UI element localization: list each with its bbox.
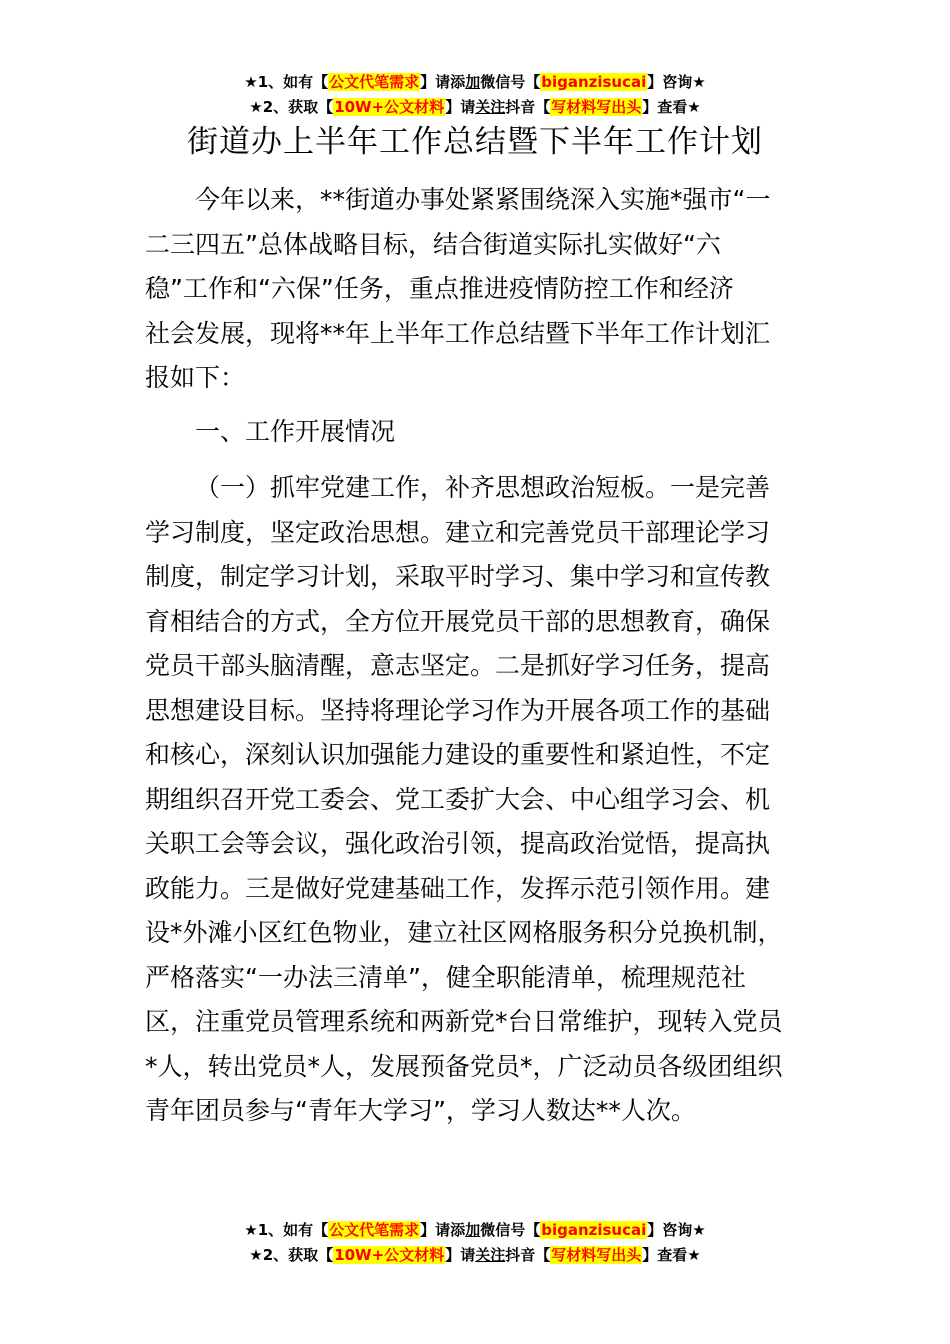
- paragraph-line: 设*外滩小区红色物业，建立社区网格服务积分兑换机制，: [145, 918, 783, 947]
- paragraph-line: （一）抓牢党建工作，补齐思想政治短板。一是完善: [195, 473, 771, 502]
- banner-text: 微信号【: [480, 1221, 541, 1239]
- banner-text: 】咨询★: [647, 73, 706, 91]
- footer-banner: [0, 1218, 950, 1268]
- paragraph-line: 思想建设目标。坚持将理论学习作为开展各项工作的基础: [145, 695, 771, 725]
- paragraph-line: 稳”工作和“六保”任务，重点推进疫情防控工作和经济: [145, 274, 734, 303]
- banner-text: ★2、获取【: [249, 98, 334, 116]
- banner-text: 抖音【: [505, 1246, 551, 1264]
- header-banner: [0, 70, 950, 120]
- paragraph-line: 学习制度，坚定政治思想。建立和完善党员干部理论学习: [145, 517, 771, 547]
- intro-paragraph: [145, 178, 815, 401]
- banner-highlight: 公文代笔需求: [329, 1221, 420, 1239]
- banner-text: ★1、如有【: [244, 1221, 329, 1239]
- banner-text: 关注: [475, 1246, 506, 1264]
- banner-highlight: 10W+公文材料: [334, 1246, 445, 1264]
- banner-text: 】查看★: [642, 1246, 701, 1264]
- paragraph-line: 二三四五”总体战略目标，结合街道实际扎实做好“六: [145, 229, 721, 259]
- banner-text: 】请: [445, 98, 476, 116]
- section-heading-text: 一、工作开展情况: [195, 417, 396, 446]
- section-heading: [145, 410, 815, 455]
- paragraph-line: 青年团员参与“青年大学习”，学习人数达**人次。: [145, 1096, 696, 1125]
- banner-douyin-name: 写材料写出头: [551, 98, 642, 116]
- paragraph-line: 关职工会等会议，强化政治引领，提高政治觉悟，提高执: [145, 829, 771, 858]
- banner-text: 抖音【: [505, 98, 551, 116]
- banner-text: 】请添: [420, 73, 466, 91]
- paragraph-line: 社会发展，现将**年上半年工作总结暨下半年工作计划汇: [145, 318, 771, 348]
- paragraph-line: 和核心，深刻认识加强能力建设的重要性和紧迫性，不定: [145, 740, 771, 769]
- paragraph-line: 报如下：: [145, 363, 246, 392]
- paragraph-line: 政能力。三是做好党建基础工作，发挥示范引领作用。建: [145, 873, 771, 903]
- banner-wechat-id: biganzisucai: [541, 1221, 647, 1239]
- paragraph-line: 期组织召开党工委会、党工委扩大会、中心组学习会、机: [145, 784, 771, 814]
- banner-text: 】查看★: [642, 98, 701, 116]
- banner-text: ★2、获取【: [249, 1246, 334, 1264]
- paragraph-line: 党员干部头脑清醒，意志坚定。二是抓好学习任务，提高: [145, 651, 771, 680]
- banner-line-2: [0, 1243, 950, 1268]
- document-title: 街道办上半年工作总结暨下半年工作计划: [187, 124, 763, 160]
- paragraph-line: 严格落实“一办法三清单”，健全职能清单，梳理规范社: [145, 962, 746, 992]
- section-paragraph: [145, 466, 815, 1134]
- banner-line-2: [0, 95, 950, 120]
- paragraph-line: 制度，制定学习计划，采取平时学习、集中学习和宣传教: [145, 562, 771, 591]
- paragraph-line: 今年以来，**街道办事处紧紧围绕深入实施*强市“一: [195, 185, 771, 214]
- paragraph-line: 育相结合的方式，全方位开展党员干部的思想教育，确保: [145, 606, 771, 636]
- banner-text: 微信号【: [480, 73, 541, 91]
- banner-douyin-name: 写材料写出头: [551, 1246, 642, 1264]
- banner-text: ★1、如有【: [244, 73, 329, 91]
- banner-highlight: 10W+公文材料: [334, 98, 445, 116]
- banner-text: 】请添: [420, 1221, 466, 1239]
- banner-text: 加: [465, 73, 481, 91]
- banner-highlight: 公文代笔需求: [329, 73, 420, 91]
- banner-line-1: [0, 1218, 950, 1243]
- banner-text: 】咨询★: [647, 1221, 706, 1239]
- paragraph-line: 区，注重党员管理系统和两新党*台日常维护，现转入党员: [145, 1007, 783, 1036]
- banner-text: 】请: [445, 1246, 476, 1264]
- banner-wechat-id: biganzisucai: [541, 73, 647, 91]
- paragraph-line: *人，转出党员*人，发展预备党员*，广泛动员各级团组织: [145, 1051, 783, 1081]
- banner-text: 关注: [475, 98, 506, 116]
- banner-line-1: [0, 70, 950, 95]
- banner-text: 加: [465, 1221, 481, 1239]
